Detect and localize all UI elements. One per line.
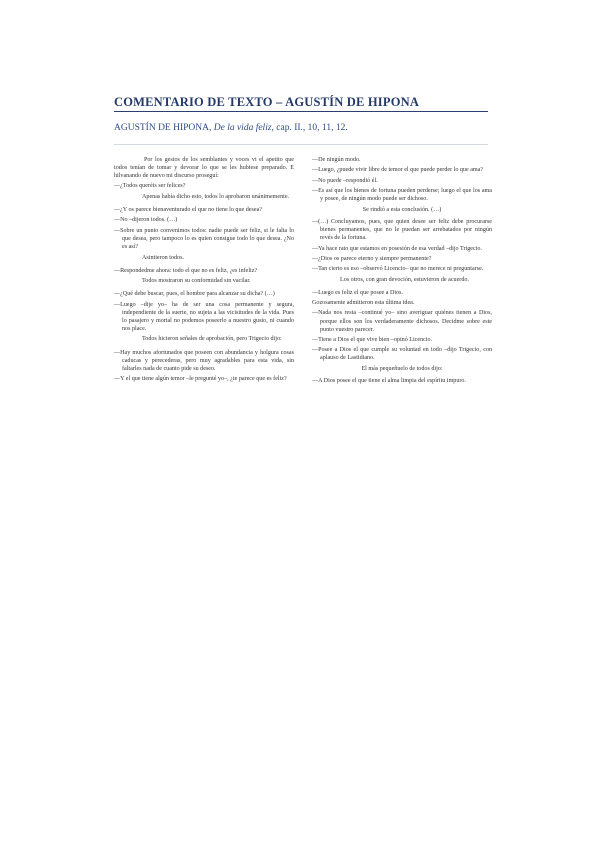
dialogue-paragraph: —Es así que los bienes de fortuna pueden perderse; luego el que los ama y posee, de ningún modo puede ser dichoso. <box>312 187 492 202</box>
dialogue-paragraph: —A Dios posee el que tiene el alma limpia del espíritu impuro. <box>312 378 467 385</box>
dialogue-paragraph: —Respondedme ahora: todo el que no es feliz, ¿es infeliz? <box>114 267 258 274</box>
text-column-left <box>114 156 294 385</box>
source-citation <box>114 123 348 133</box>
narration-paragraph: Todos mostraron su conformidad sin vacilar. <box>142 278 251 285</box>
title-underline <box>114 111 488 112</box>
text-column-right <box>312 156 492 388</box>
dialogue-paragraph: —Luego es feliz el que posee a Dios. <box>312 289 404 296</box>
narration-paragraph: Asintieron todos. <box>142 254 184 261</box>
dialogue-paragraph: —Posee a Dios el que cumple su voluntad en todo –dijo Trigecio, con aplauso de Lastidiano. <box>312 347 492 362</box>
dialogue-paragraph: —(…) Concluyamos, pues, que quien desee ser feliz debe procurarse bienes permanentes, que no le puedan ser arrebatados por ningún revés de la fortuna. <box>312 219 492 242</box>
dialogue-paragraph: —¿Dios os parece eterno y siempre permanente? <box>312 255 432 262</box>
dialogue-paragraph: —¿Qué debe buscar, pues, el hombre para alcanzar su dicha? (…) <box>114 291 275 298</box>
dialogue-paragraph: —Luego –dije yo– ha de ser una cosa permanente y segura, independiente de la suerte, no sujeta a las vicisitudes de la vida. Pues lo pasajero y mortal no podemos poseerlo a nuestro gusto, ni cuando nos place. <box>114 301 294 332</box>
narration-paragraph: Los otros, con gran devoción, estuvieron de acuerdo. <box>340 276 469 283</box>
narration-paragraph: El más pequeñuelo de todos dijo: <box>361 366 443 373</box>
citation-author: AGUSTÍN DE HIPONA, <box>114 123 214 133</box>
citation-work-title: De la vida feliz <box>213 123 272 133</box>
narration-paragraph: Se rindió a esta conclusión. (…) <box>362 207 442 214</box>
dialogue-paragraph: —Hay muchos afortunados que poseen con abundancia y holgura cosas caducas y perecederas, pero muy agradables para esta vida, sin faltarles nada de cuanto pide su deseo. <box>114 349 294 372</box>
dialogue-paragraph: —Ya hace rato que estamos en posesión de esa verdad –dijo Trigecio. <box>312 245 482 252</box>
dialogue-paragraph: —No –dijeron todos. (…) <box>114 217 178 224</box>
narration-paragraph: Todos hicieron señales de aprobación, pero Trigecio dijo: <box>142 336 282 343</box>
dialogue-paragraph: —Y el que tiene algún temor –le pregunté yo–, ¿te parece que es feliz? <box>114 376 287 382</box>
dialogue-paragraph: —¿Todos queréis ser felices? <box>114 183 186 190</box>
header-divider <box>114 144 488 145</box>
dialogue-paragraph: —De ningún modo. <box>312 157 361 163</box>
dialogue-paragraph: —Luego, ¿puede vivir libre de temor el que puede perder lo que ama? <box>312 167 484 174</box>
dialogue-paragraph: —¿Y os parece bienaventurado el que no tiene lo que desea? <box>114 207 262 214</box>
dialogue-paragraph: —Tan cierto es eso –observó Licencio– que no merece ni preguntarse. <box>312 266 484 273</box>
citation-reference: , cap. II., 10, 11, 12. <box>271 123 348 133</box>
dialogue-paragraph: —Sobre un punto convenimos todos: nadie puede ser feliz, si le falta lo que desea, pero tampoco lo es quien consigue todo lo que desea. ¿No es así? <box>114 227 294 250</box>
text-paragraph: Gozosamente admitieron esta última idea. <box>312 300 415 307</box>
dialogue-paragraph: —No puede –respondió él. <box>312 177 378 184</box>
text-paragraph: Por los gestos de los semblantes y voces vi el apetito que todos tenían de tomar y devorar lo que se les hubiese preparado. E hilvanando de nuevo mi discurso proseguí: <box>114 157 294 180</box>
narration-paragraph: Apenas había dicho esto, todos lo aprobaron unánimemente. <box>142 194 290 201</box>
dialogue-paragraph: —Nada nos resta –continué yo– sino averiguar quiénes tienen a Dios, porque ellos son los verdaderamente dichosos. Decidme sobre este punto vuestro parecer. <box>312 310 492 333</box>
dialogue-paragraph: —Tiene a Dios el que vive bien –opinó Licencio. <box>312 336 433 343</box>
page-title: COMENTARIO DE TEXTO – AGUSTÍN DE HIPONA <box>114 95 420 109</box>
